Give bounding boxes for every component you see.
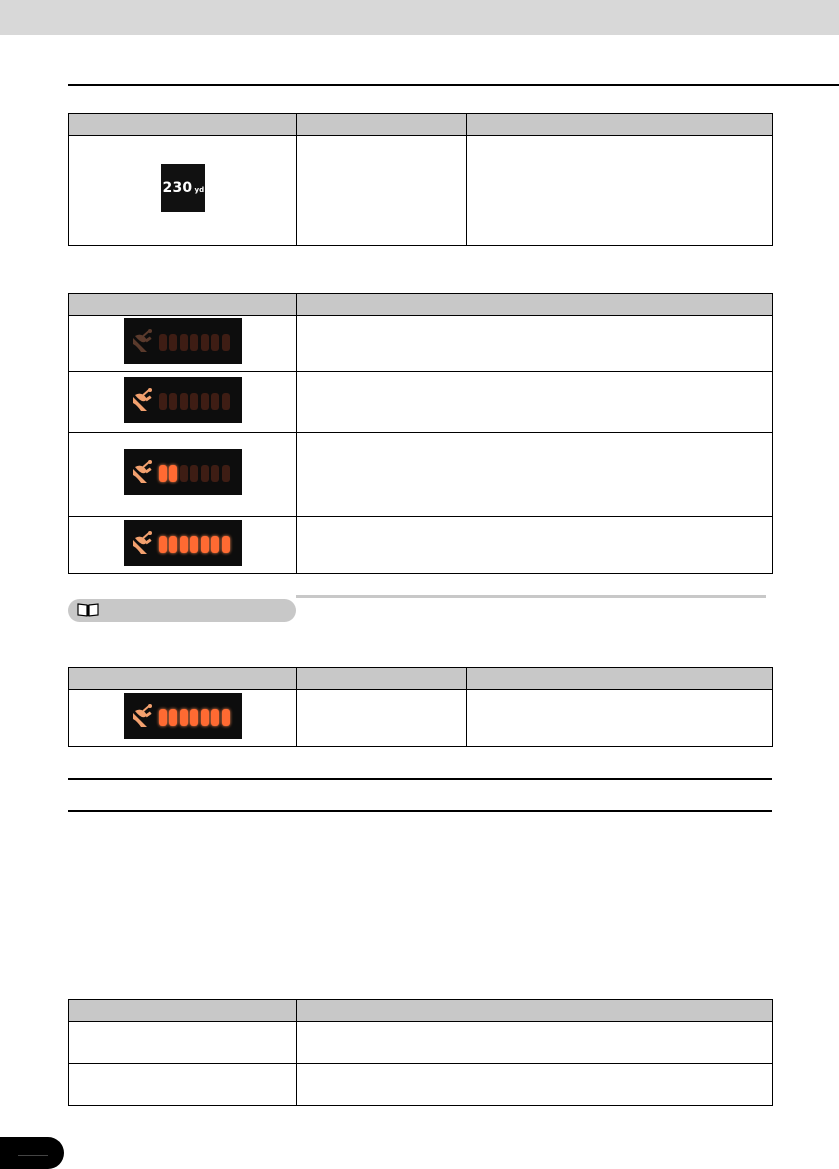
signal-bars	[159, 709, 230, 726]
bottom-table	[68, 999, 773, 1106]
table-row	[69, 316, 773, 372]
page-number-tab	[0, 1137, 64, 1169]
signal-bar	[190, 536, 198, 553]
satellite-icon	[129, 387, 155, 413]
signal-bar	[201, 334, 209, 351]
gps-signal-icon	[124, 449, 242, 495]
book-icon	[77, 603, 99, 617]
signal-bar	[211, 536, 219, 553]
signal-bar	[190, 465, 198, 482]
satellite-icon	[129, 703, 155, 729]
section-rule-bottom	[68, 810, 772, 812]
page-header-band	[0, 0, 839, 35]
signal-bars	[159, 334, 230, 351]
gps-signal-icon	[124, 377, 242, 423]
signal-bar	[180, 393, 188, 410]
signal-bar	[201, 465, 209, 482]
signal-bar	[190, 709, 198, 726]
distance-unit: yd	[194, 186, 205, 194]
note-label	[68, 599, 296, 622]
signal-bar	[159, 334, 167, 351]
distance-table	[68, 113, 773, 246]
table-row	[69, 433, 773, 517]
signal-bar	[211, 709, 219, 726]
gps-signal-icon	[124, 520, 242, 566]
table-row	[69, 372, 773, 433]
signal-bar	[169, 393, 177, 410]
signal-bar	[190, 393, 198, 410]
note-rule	[296, 595, 766, 598]
gps-signal-icon	[124, 318, 242, 364]
signal-bar	[222, 536, 230, 553]
signal-bar	[159, 393, 167, 410]
signal-bar	[169, 465, 177, 482]
signal-bar	[222, 709, 230, 726]
distance-icon	[161, 164, 205, 212]
signal-bar	[169, 536, 177, 553]
gps-table	[68, 293, 773, 574]
gps-signal-icon	[124, 693, 242, 739]
table-header-row	[69, 294, 773, 316]
signal-bar	[169, 709, 177, 726]
table-header-row	[69, 114, 773, 136]
signal-bar	[222, 393, 230, 410]
signal-bars	[159, 393, 230, 410]
signal-bar	[222, 334, 230, 351]
table-row	[69, 690, 773, 747]
satellite-icon	[129, 328, 155, 354]
signal-bar	[180, 536, 188, 553]
signal-bar	[222, 465, 230, 482]
satellite-icon	[129, 459, 155, 485]
signal-bar	[159, 709, 167, 726]
section-rule-top	[68, 778, 772, 780]
table-row	[69, 1064, 773, 1106]
table-row	[69, 136, 773, 246]
signal-bar	[180, 465, 188, 482]
table-header-row	[69, 668, 773, 690]
signal-bar	[169, 334, 177, 351]
signal-bars	[159, 536, 230, 553]
satellite-icon	[129, 530, 155, 556]
signal-bar	[201, 393, 209, 410]
signal-bar	[180, 334, 188, 351]
header-rule	[68, 84, 839, 86]
signal-bar	[211, 334, 219, 351]
distance-value: 230	[162, 180, 193, 196]
signal-bar	[180, 709, 188, 726]
table-header-row	[69, 1000, 773, 1022]
table-row	[69, 1022, 773, 1064]
signal-bar	[159, 465, 167, 482]
signal-bar	[201, 536, 209, 553]
signal-bar	[211, 393, 219, 410]
signal-bar	[159, 536, 167, 553]
gps-table-2	[68, 667, 773, 747]
signal-bar	[201, 709, 209, 726]
signal-bars	[159, 465, 230, 482]
signal-bar	[190, 334, 198, 351]
table-row	[69, 517, 773, 574]
signal-bar	[211, 465, 219, 482]
